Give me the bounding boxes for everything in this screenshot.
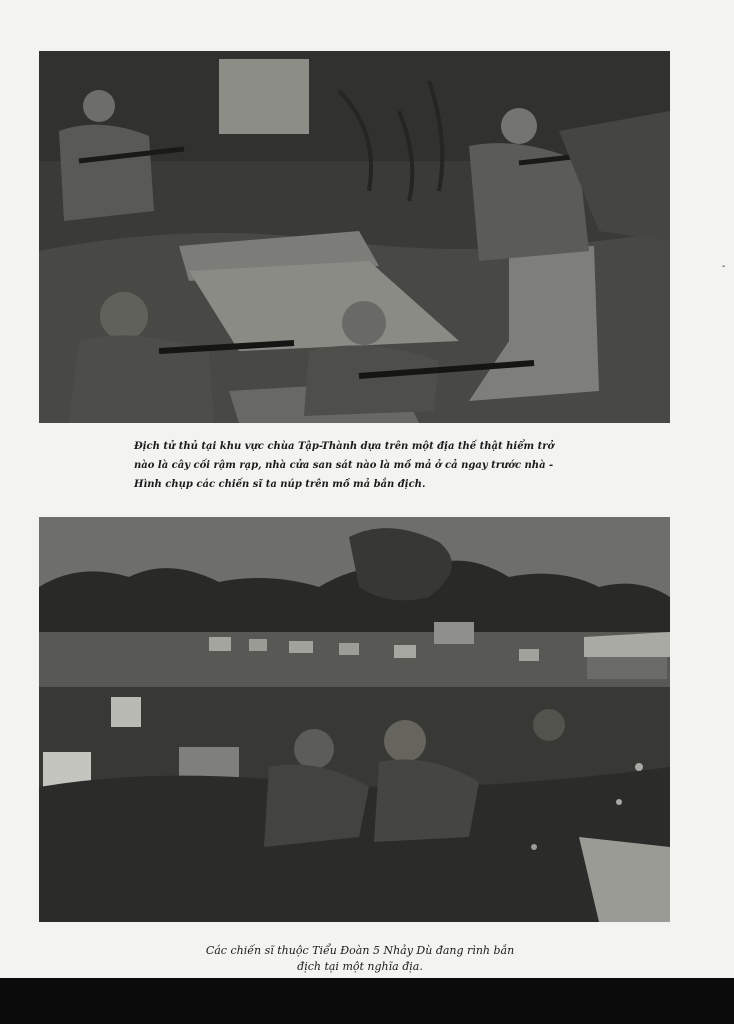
caption-bottom-photo bbox=[160, 943, 560, 975]
edge-mark: - bbox=[722, 261, 726, 272]
caption-line: Địch tử thủ tại khu vực chùa Tập-Thành dựa trên một địa thế thật hiểm trở bbox=[134, 441, 555, 452]
caption-line: Hình chụp các chiến sĩ ta núp trên mồ mả bắn địch. bbox=[134, 479, 426, 490]
caption-top-photo bbox=[134, 437, 574, 494]
caption-line: nào là cây cối rậm rạp, nhà cửa san sát nào là mồ mả ở cả ngay trước nhà - bbox=[134, 460, 554, 471]
photo-paratroopers-in-cemetery bbox=[39, 517, 670, 922]
caption-line: Các chiến sĩ thuộc Tiểu Đoàn 5 Nhảy Dù đang rình bắn bbox=[205, 944, 515, 957]
photo-soldiers-on-graves bbox=[39, 51, 670, 423]
scan-bottom-band bbox=[0, 978, 734, 1024]
caption-line: địch tại một nghĩa địa. bbox=[297, 960, 423, 973]
